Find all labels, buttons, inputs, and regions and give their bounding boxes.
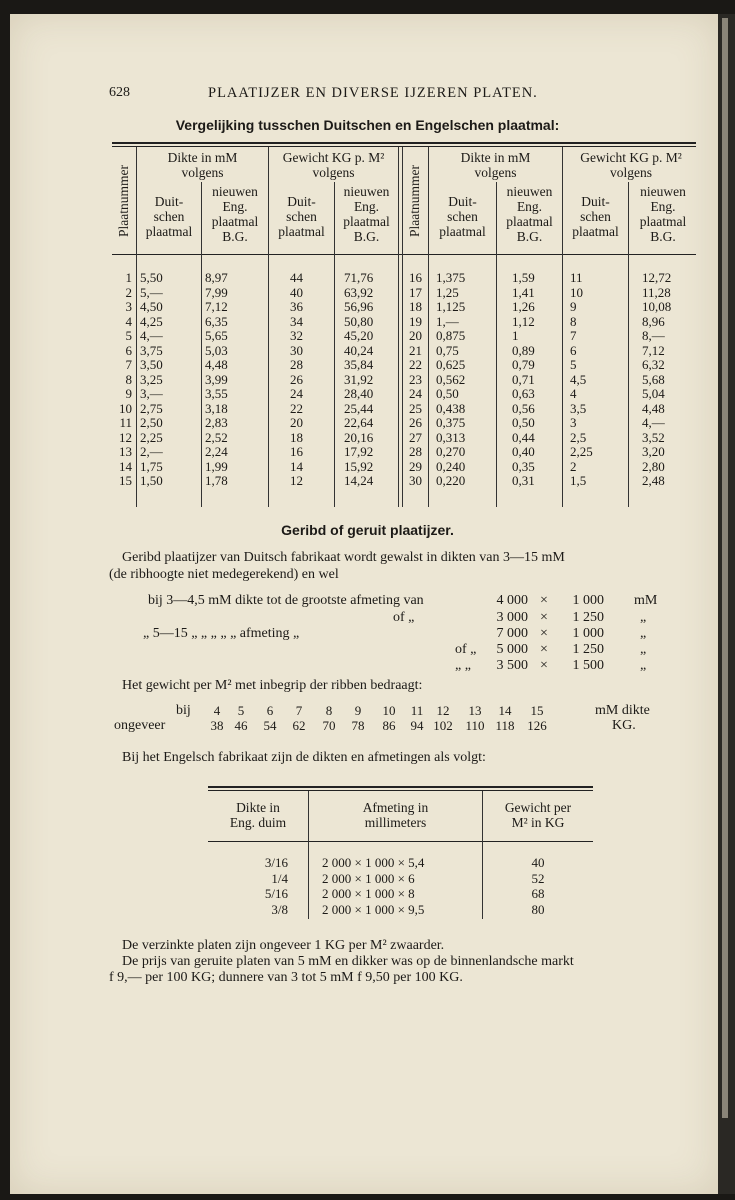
plate-number: 25 — [409, 400, 422, 416]
table-cell: 45,20 — [344, 328, 374, 343]
table-cell: 1,12 — [512, 313, 535, 329]
weight-value: 110 — [465, 718, 485, 733]
table-cell: 18 — [290, 429, 303, 445]
table-cell: 4,5 — [570, 371, 587, 387]
footer-line: De prijs van geruite platen van 5 mM en dikker was op de binnenlandsche markt — [122, 954, 574, 969]
table-cell: 0,79 — [512, 357, 535, 372]
table-cell: 22,64 — [344, 415, 374, 430]
table-cell: 2,50 — [140, 415, 163, 430]
table-cell: 3,52 — [642, 429, 665, 445]
weight-cell: 52 — [531, 870, 545, 886]
table-cell: 1,5 — [570, 473, 587, 488]
plate-number: 17 — [409, 284, 422, 300]
table-cell: 0,63 — [512, 386, 535, 401]
table-cell: 5,— — [140, 284, 163, 300]
table-cell: 12,72 — [642, 270, 672, 285]
table-cell: 2,83 — [205, 415, 228, 430]
table-cell: 1,99 — [205, 458, 228, 474]
table-cell: 0,625 — [436, 357, 466, 372]
thickness-value: 8 — [325, 703, 333, 718]
table-cell: 30 — [290, 342, 303, 358]
table-cell: 2,— — [140, 444, 163, 459]
weight-value: 46 — [234, 718, 248, 733]
table-cell: 0,313 — [436, 429, 466, 445]
table-cell: 4,48 — [642, 400, 665, 416]
table-cell: 1,375 — [436, 270, 466, 285]
table-cell: 1,50 — [140, 473, 163, 488]
table-cell: 8,97 — [205, 270, 228, 285]
table-cell: 25,44 — [344, 400, 374, 416]
thickness-value: 9 — [354, 703, 362, 718]
plate-number: 4 — [125, 313, 132, 329]
table-cell: 3,20 — [642, 444, 665, 459]
table-cell: 5,04 — [642, 386, 665, 401]
weight-value: 70 — [322, 718, 336, 733]
table-cell: 3,55 — [205, 386, 228, 401]
plate-number: 23 — [409, 371, 422, 387]
dimension-cell: 2 000 × 1 000 × 9,5 — [322, 901, 425, 917]
table-cell: 0,89 — [512, 342, 535, 358]
table-cell: 31,92 — [344, 371, 374, 387]
table-cell: 0,44 — [512, 429, 535, 445]
table-cell: 4,25 — [140, 313, 163, 329]
page-number: 628 — [109, 85, 130, 100]
table-cell: 7,12 — [205, 299, 228, 314]
table-cell: 9 — [570, 299, 577, 314]
table-cell: 4 — [570, 386, 577, 401]
table-cell: 8,— — [642, 328, 665, 343]
plate-number: 2 — [125, 284, 132, 300]
table-cell: 1,78 — [205, 473, 228, 488]
table-cell: 0,40 — [512, 444, 535, 459]
plate-number: 16 — [409, 270, 422, 285]
table-cell: 10,08 — [642, 299, 672, 314]
table-cell: 2,5 — [570, 429, 587, 445]
table-cell: 0,220 — [436, 473, 466, 488]
section-title: Geribd of geruit plaatijzer. — [281, 522, 454, 538]
table-cell: 1,75 — [140, 458, 163, 474]
table-cell: 63,92 — [344, 284, 374, 300]
table-cell: 8,96 — [642, 313, 665, 329]
footer-line: De verzinkte platen zijn ongeveer 1 KG per M² zwaarder. — [122, 938, 445, 953]
table-cell: 28 — [290, 357, 303, 372]
table-caption: Vergelijking tusschen Duitschen en Engelschen plaatmal: — [175, 117, 560, 133]
plate-number: 22 — [409, 357, 422, 372]
table-cell: 0,240 — [436, 458, 466, 474]
plate-number: 13 — [119, 444, 132, 459]
table-cell: 4,— — [140, 328, 163, 343]
table-cell: 2,75 — [140, 400, 163, 416]
table-cell: 3,75 — [140, 342, 163, 358]
table-cell: 16 — [290, 444, 303, 459]
table-cell: 50,80 — [344, 313, 374, 329]
plate-number: 14 — [119, 458, 132, 474]
table-cell: 7 — [570, 328, 577, 343]
table-cell: 4,50 — [140, 299, 163, 314]
thickness-value: 14 — [498, 703, 512, 718]
table-cell: 1,59 — [512, 270, 535, 285]
weight-value: 126 — [527, 718, 547, 733]
thickness-value: 15 — [530, 703, 544, 718]
dimension-cell: 2 000 × 1 000 × 6 — [322, 870, 415, 886]
weight-value: 38 — [210, 718, 224, 733]
table-cell: 2,48 — [642, 473, 665, 488]
table-cell: 14,24 — [344, 473, 374, 488]
footer-line: f 9,— per 100 KG; dunnere van 3 tot 5 mM f 9,50 per 100 KG. — [109, 970, 463, 985]
table-cell: 17,92 — [344, 444, 374, 459]
table-cell: 1,41 — [512, 284, 535, 300]
table-cell: 0,50 — [512, 415, 535, 430]
table-cell: 3 — [570, 415, 577, 430]
weight-value: 86 — [382, 718, 396, 733]
table-cell: 0,56 — [512, 400, 535, 416]
table-cell: 5,50 — [140, 270, 163, 285]
table-cell: 0,562 — [436, 371, 466, 387]
paragraph: Bij het Engelsch fabrikaat zijn de dikten en afmetingen als volgt: — [122, 750, 486, 765]
table-cell: 4,— — [642, 415, 665, 430]
table-cell: 2,24 — [205, 444, 228, 459]
table-cell: 2,25 — [140, 429, 163, 445]
table-cell: 44 — [290, 270, 303, 285]
inch-fraction: 3/16 — [264, 855, 288, 870]
plate-number: 5 — [125, 328, 132, 343]
thickness-value: 7 — [295, 703, 303, 718]
thickness-value: 6 — [266, 703, 274, 718]
table-cell: 24 — [290, 386, 303, 401]
weight-cell: 40 — [531, 855, 545, 870]
plate-number: 7 — [125, 357, 132, 372]
table-cell: 12 — [290, 473, 303, 488]
thickness-value: 4 — [213, 703, 221, 718]
plate-number: 30 — [409, 473, 422, 488]
weight-value: 102 — [433, 718, 453, 733]
plate-number: 18 — [409, 299, 422, 314]
table-cell: 0,50 — [436, 386, 459, 401]
table-cell: 15,92 — [344, 458, 374, 474]
table-cell: 1 — [512, 328, 519, 343]
table-cell: 7,12 — [642, 342, 665, 358]
table-cell: 2,52 — [205, 429, 228, 445]
table-cell: 11 — [570, 270, 583, 285]
plate-number: 1 — [125, 270, 132, 285]
table-cell: 20 — [290, 415, 303, 430]
weight-cell: 80 — [531, 901, 545, 917]
plate-number: 3 — [125, 299, 132, 314]
table-cell: 0,31 — [512, 473, 535, 488]
table-cell: 0,75 — [436, 342, 459, 358]
plate-number: 9 — [125, 386, 132, 401]
thickness-value: 13 — [468, 703, 482, 718]
table-cell: 1,— — [436, 313, 459, 329]
table-cell: 35,84 — [344, 357, 374, 372]
plate-number: 12 — [119, 429, 132, 445]
table-cell: 3,50 — [140, 357, 163, 372]
table-cell: 28,40 — [344, 386, 374, 401]
inch-fraction: 3/8 — [271, 901, 288, 917]
plate-number: 21 — [409, 342, 422, 358]
table-cell: 26 — [290, 371, 303, 387]
plate-number: 29 — [409, 458, 422, 474]
table-cell: 6 — [570, 342, 577, 358]
plate-number: 15 — [119, 473, 132, 488]
weight-value: 62 — [292, 718, 306, 733]
weight-value: 54 — [263, 718, 277, 733]
plate-number: 28 — [409, 444, 422, 459]
table-cell: 22 — [290, 400, 303, 416]
table-cell: 0,270 — [436, 444, 466, 459]
table-cell: 0,375 — [436, 415, 466, 430]
plate-number: 24 — [409, 386, 422, 401]
table-cell: 40,24 — [344, 342, 374, 358]
table-cell: 32 — [290, 328, 303, 343]
plate-number: 27 — [409, 429, 422, 445]
table-cell: 3,— — [140, 386, 163, 401]
table-cell: 7,99 — [205, 284, 228, 300]
table-cell: 56,96 — [344, 299, 374, 314]
thickness-value: 12 — [436, 703, 450, 718]
plate-number: 8 — [125, 371, 132, 387]
dimension-cell: 2 000 × 1 000 × 8 — [322, 886, 415, 901]
inch-fraction: 1/4 — [271, 870, 288, 886]
table-cell: 0,875 — [436, 328, 466, 343]
thickness-value: 10 — [382, 703, 396, 718]
plate-number: 10 — [119, 400, 132, 416]
table-cell: 6,35 — [205, 313, 228, 329]
table-cell: 3,99 — [205, 371, 228, 387]
table-cell: 0,71 — [512, 371, 535, 387]
table-cell: 14 — [290, 458, 303, 474]
paragraph: Geribd plaatijzer van Duitsch fabrikaat wordt gewalst in dikten van 3—15 mM — [122, 550, 565, 565]
plate-number: 26 — [409, 415, 422, 430]
table-cell: 34 — [290, 313, 303, 329]
table-cell: 5 — [570, 357, 577, 372]
table-cell: 4,48 — [205, 357, 228, 372]
thickness-value: 5 — [237, 703, 245, 718]
table-cell: 5,03 — [205, 342, 228, 358]
inch-fraction: 5/16 — [264, 886, 288, 901]
weight-value: 78 — [351, 718, 365, 733]
table-cell: 40 — [290, 284, 303, 300]
paragraph: (de ribhoogte niet medegerekend) en wel — [109, 567, 339, 582]
weight-cell: 68 — [531, 886, 545, 901]
table-cell: 3,5 — [570, 400, 587, 416]
plate-number: 6 — [125, 342, 132, 358]
table-cell: 1,125 — [436, 299, 466, 314]
table-cell: 5,65 — [205, 328, 228, 343]
plate-number: 11 — [119, 415, 132, 430]
table-cell: 8 — [570, 313, 577, 329]
table-cell: 3,25 — [140, 371, 163, 387]
table-cell: 2 — [570, 458, 577, 474]
page-edge-strip — [722, 18, 728, 1118]
paragraph: Het gewicht per M² met inbegrip der ribben bedraagt: — [122, 678, 423, 693]
table-cell: 6,32 — [642, 357, 665, 372]
table-cell: 1,25 — [436, 284, 459, 300]
plate-number: 19 — [409, 313, 422, 329]
table-cell: 71,76 — [344, 270, 374, 285]
weight-value: 118 — [495, 718, 515, 733]
plaatnummer-header: Plaatnummer — [116, 165, 131, 237]
table-cell: 2,25 — [570, 444, 593, 459]
table-cell: 20,16 — [344, 429, 374, 445]
running-head: PLAATIJZER EN DIVERSE IJZEREN PLATEN. — [208, 85, 538, 101]
table-cell: 0,35 — [512, 458, 535, 474]
plate-number: 20 — [409, 328, 422, 343]
dimension-cell: 2 000 × 1 000 × 5,4 — [322, 855, 425, 870]
table-cell: 2,80 — [642, 458, 665, 474]
table-cell: 5,68 — [642, 371, 665, 387]
table-cell: 0,438 — [436, 400, 466, 416]
table-cell: 3,18 — [205, 400, 228, 416]
table-cell: 1,26 — [512, 299, 535, 314]
table-cell: 36 — [290, 299, 303, 314]
weight-value: 94 — [410, 718, 424, 733]
table-cell: 10 — [570, 284, 583, 300]
table-cell: 11,28 — [642, 284, 671, 300]
thickness-value: 11 — [410, 703, 424, 718]
